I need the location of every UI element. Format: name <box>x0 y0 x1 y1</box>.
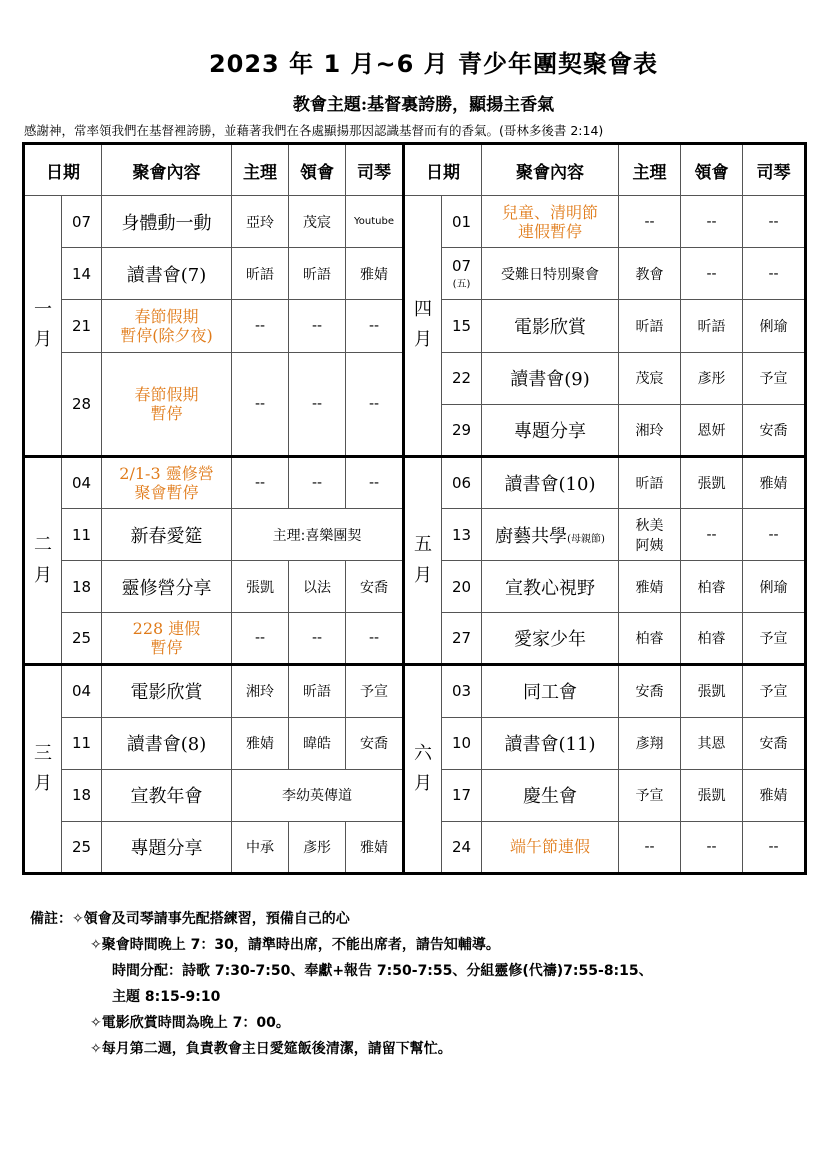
entry-piano: 安喬 <box>743 404 806 456</box>
entry-date: 18 <box>62 561 102 613</box>
entry-event <box>482 248 619 300</box>
entry-event <box>482 300 619 352</box>
entry-song: 柏睿 <box>681 561 743 613</box>
entry-leader: 湘玲 <box>619 404 681 456</box>
entry-event: 專題分享 <box>102 821 232 873</box>
entry-piano: 雅婧 <box>346 248 404 300</box>
schedule-table <box>22 142 807 875</box>
entry-date-number: 17 <box>451 786 472 805</box>
entry-event-text: 電影欣賞 <box>514 316 586 338</box>
entry-song: -- <box>289 352 346 456</box>
entry-piano: Youtube <box>346 196 404 248</box>
entry-song: 以法 <box>289 561 346 613</box>
entry-date <box>442 248 482 300</box>
note-line: 主題 8:15-9:10 <box>112 989 221 1005</box>
entry-date: 11 <box>62 508 102 560</box>
entry-date: 28 <box>62 352 102 456</box>
entry-date-number: 22 <box>451 369 472 388</box>
entry-leader: 中承 <box>232 821 289 873</box>
header-date-right: 日期 <box>404 144 482 196</box>
entry-piano: -- <box>346 456 404 508</box>
entry-leader: -- <box>619 821 681 873</box>
entry-song: -- <box>289 613 346 665</box>
entry-event: 電影欣賞 <box>102 665 232 717</box>
entry-piano: -- <box>743 248 806 300</box>
entry-song: 彥彤 <box>289 821 346 873</box>
entry-event <box>482 508 619 560</box>
entry-event <box>482 665 619 717</box>
entry-event: 讀書會(7) <box>102 248 232 300</box>
entry-date-number: 20 <box>451 577 472 596</box>
entry-event: 靈修營分享 <box>102 561 232 613</box>
entry-event: 身體動一動 <box>102 196 232 248</box>
entry-date: 04 <box>62 665 102 717</box>
header-leader-right: 主理 <box>619 144 681 196</box>
entry-piano: 俐瑜 <box>743 561 806 613</box>
entry-song: 柏睿 <box>681 613 743 665</box>
entry-piano: 安喬 <box>346 561 404 613</box>
entry-leader: 昕語 <box>619 456 681 508</box>
entry-date-weekday: (五) <box>452 279 471 291</box>
entry-event: 讀書會(8) <box>102 717 232 769</box>
entry-piano: 安喬 <box>346 717 404 769</box>
month-label: 四 月 <box>404 196 442 457</box>
entry-song: -- <box>681 196 743 248</box>
entry-date <box>442 404 482 456</box>
entry-merged-note: 李幼英傳道 <box>232 769 404 821</box>
entry-song: 其恩 <box>681 717 743 769</box>
entry-piano: -- <box>743 508 806 560</box>
entry-song: 昕語 <box>289 665 346 717</box>
header-song-right: 領會 <box>681 144 743 196</box>
entry-date: 14 <box>62 248 102 300</box>
entry-song: 彥彤 <box>681 352 743 404</box>
month-label: 一 月 <box>24 196 62 457</box>
entry-leader: -- <box>232 613 289 665</box>
entry-event: 新春愛筵 <box>102 508 232 560</box>
note-line: ✧聚會時間晚上 7：30，請準時出席，不能出席者，請告知輔導。 <box>90 937 500 953</box>
entry-song: -- <box>681 821 743 873</box>
entry-song: 張凱 <box>681 456 743 508</box>
entry-date <box>442 508 482 560</box>
entry-date: 07 <box>62 196 102 248</box>
entry-event <box>482 821 619 873</box>
page-title: 2023 年 1 月~6 月 青少年團契聚會表 <box>208 50 659 78</box>
entry-song: 暐皓 <box>289 717 346 769</box>
entry-song: -- <box>289 300 346 352</box>
entry-leader: -- <box>619 196 681 248</box>
entry-date: 25 <box>62 821 102 873</box>
entry-piano: -- <box>346 352 404 456</box>
entry-event-text: 讀書會(9) <box>510 369 590 391</box>
entry-event: 春節假期 暫停(除夕夜) <box>102 300 232 352</box>
entry-event-text: 宣教心視野 <box>505 577 595 599</box>
entry-leader: 予宣 <box>619 769 681 821</box>
entry-piano: 予宣 <box>743 352 806 404</box>
entry-event-text: 同工會 <box>523 682 577 704</box>
entry-date-number: 24 <box>451 837 472 856</box>
entry-date-number: 27 <box>451 629 472 648</box>
entry-event-text: 端午節連假 <box>509 837 590 857</box>
entry-date <box>442 300 482 352</box>
entry-piano: -- <box>346 300 404 352</box>
entry-date <box>442 821 482 873</box>
entry-piano: -- <box>743 821 806 873</box>
note-line: ✧每月第二週，負責教會主日愛筵飯後清潔，請留下幫忙。 <box>90 1041 452 1057</box>
entry-event-text: 廚藝共學 <box>495 525 568 547</box>
entry-piano: 俐瑜 <box>743 300 806 352</box>
entry-event: 2/1-3 靈修營 聚會暫停 <box>102 456 232 508</box>
entry-song: 張凱 <box>681 665 743 717</box>
header-date-left: 日期 <box>24 144 102 196</box>
entry-piano: -- <box>743 196 806 248</box>
header-piano-left: 司琴 <box>346 144 404 196</box>
entry-date <box>442 456 482 508</box>
entry-piano: 予宣 <box>346 665 404 717</box>
entry-event-note: (母親節) <box>567 533 605 545</box>
entry-song: 張凱 <box>681 769 743 821</box>
entry-song: -- <box>681 508 743 560</box>
entry-event-text: 專題分享 <box>514 420 586 442</box>
entry-date: 18 <box>62 769 102 821</box>
entry-song: 昕語 <box>289 248 346 300</box>
entry-event: 宣教年會 <box>102 769 232 821</box>
entry-event-text: 慶生會 <box>523 786 577 808</box>
entry-date: 25 <box>62 613 102 665</box>
entry-date <box>442 352 482 404</box>
entry-event-text: 愛家少年 <box>514 629 586 651</box>
month-label: 三 月 <box>24 665 62 874</box>
entry-leader: 柏睿 <box>619 613 681 665</box>
note-line: 時間分配：詩歌 7:30-7:50、奉獻+報告 7:50-7:55、分組靈修(代禱)7:55-8:15、 <box>112 963 653 979</box>
entry-leader: -- <box>232 352 289 456</box>
entry-date <box>442 665 482 717</box>
entry-leader: 雅婧 <box>619 561 681 613</box>
entry-date <box>442 196 482 248</box>
month-label: 五 月 <box>404 456 442 665</box>
entry-piano: 雅婧 <box>346 821 404 873</box>
entry-leader: 昕語 <box>619 300 681 352</box>
header-song-left: 領會 <box>289 144 346 196</box>
entry-event <box>482 352 619 404</box>
bible-verse: 感謝神，常率領我們在基督裡誇勝，並藉著我們在各處顯揚那因認識基督而有的香氣。(哥林多後書 2:14) <box>24 123 604 138</box>
notes-section <box>30 906 820 1062</box>
entry-song: 茂宸 <box>289 196 346 248</box>
entry-piano: 予宣 <box>743 613 806 665</box>
entry-event: 228 連假 暫停 <box>102 613 232 665</box>
entry-event <box>482 769 619 821</box>
entry-date: 11 <box>62 717 102 769</box>
entry-song: -- <box>289 456 346 508</box>
entry-event-text: 讀書會(11) <box>504 734 596 756</box>
entry-date <box>442 561 482 613</box>
entry-leader: 彥翔 <box>619 717 681 769</box>
entry-leader: 昕語 <box>232 248 289 300</box>
entry-song: 恩妍 <box>681 404 743 456</box>
entry-event-text: 兒童、清明節 連假暫停 <box>501 202 598 241</box>
entry-leader: -- <box>232 300 289 352</box>
note-line: ✧電影欣賞時間為晚上 7：00。 <box>90 1015 290 1031</box>
entry-event <box>482 196 619 248</box>
entry-leader: 秋美 阿姨 <box>619 508 681 560</box>
entry-leader: 張凱 <box>232 561 289 613</box>
entry-date: 21 <box>62 300 102 352</box>
entry-event <box>482 717 619 769</box>
entry-piano: 雅婧 <box>743 769 806 821</box>
entry-event-text: 讀書會(10) <box>504 473 596 495</box>
entry-leader: 雅婧 <box>232 717 289 769</box>
entry-merged-note: 主理:喜樂團契 <box>232 508 404 560</box>
entry-piano: -- <box>346 613 404 665</box>
note-line: 備註：✧領會及司琴請事先配搭練習，預備自己的心 <box>30 911 350 927</box>
entry-leader: 茂宸 <box>619 352 681 404</box>
entry-date <box>442 769 482 821</box>
church-theme: 教會主題:基督裏誇勝，顯揚主香氣 <box>292 95 555 115</box>
header-content-left: 聚會內容 <box>102 144 232 196</box>
entry-event <box>482 456 619 508</box>
entry-song: -- <box>681 248 743 300</box>
entry-event <box>482 561 619 613</box>
entry-leader: 亞玲 <box>232 196 289 248</box>
entry-date-number: 03 <box>451 682 472 701</box>
entry-piano: 安喬 <box>743 717 806 769</box>
entry-leader: -- <box>232 456 289 508</box>
entry-date <box>442 717 482 769</box>
entry-date-number: 01 <box>451 212 472 231</box>
entry-piano: 予宣 <box>743 665 806 717</box>
header-content-right: 聚會內容 <box>482 144 619 196</box>
entry-leader: 湘玲 <box>232 665 289 717</box>
entry-leader: 安喬 <box>619 665 681 717</box>
entry-event-text: 受難日特別聚會 <box>501 266 599 283</box>
header-piano-right: 司琴 <box>743 144 806 196</box>
entry-date: 04 <box>62 456 102 508</box>
entry-date-number: 10 <box>451 734 472 753</box>
month-label: 六 月 <box>404 665 442 874</box>
entry-event: 春節假期 暫停 <box>102 352 232 456</box>
entry-date-number: 06 <box>451 473 472 492</box>
month-label: 二 月 <box>24 456 62 665</box>
entry-piano: 雅婧 <box>743 456 806 508</box>
entry-date-number: 29 <box>451 420 472 439</box>
header-leader-left: 主理 <box>232 144 289 196</box>
entry-date-number: 07 <box>451 257 472 276</box>
entry-event <box>482 404 619 456</box>
entry-event <box>482 613 619 665</box>
entry-leader: 教會 <box>619 248 681 300</box>
entry-song: 昕語 <box>681 300 743 352</box>
entry-date-number: 15 <box>451 316 472 335</box>
entry-date-number: 13 <box>451 525 472 544</box>
entry-date <box>442 613 482 665</box>
